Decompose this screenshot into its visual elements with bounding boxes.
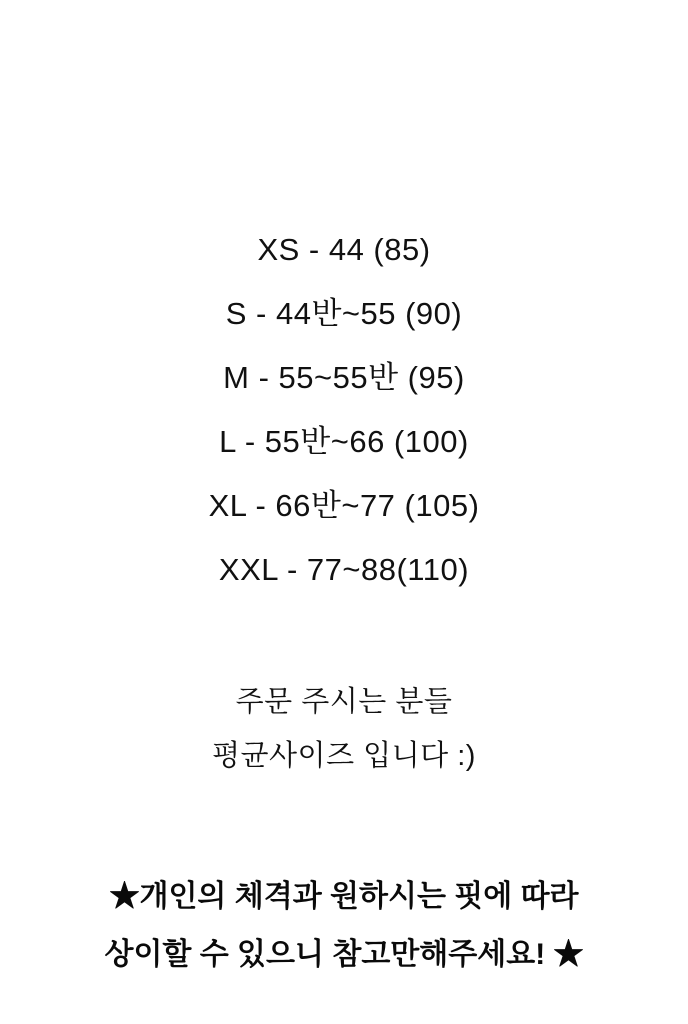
- size-row: XS - 44 (85): [257, 232, 431, 267]
- caution-line: 상이할 수 있으니 참고만해주세요! ★: [104, 938, 584, 971]
- caution-note: [0, 868, 688, 984]
- note-line: 주문 주시는 분들: [235, 686, 453, 718]
- size-row: L - 55반~66 (100): [219, 424, 469, 459]
- size-row: M - 55~55반 (95): [223, 360, 465, 395]
- average-size-note: [0, 675, 688, 783]
- size-row: S - 44반~55 (90): [225, 296, 463, 331]
- size-chart: [0, 218, 688, 602]
- note-line: 평균사이즈 입니다 :): [212, 740, 476, 772]
- size-row: XL - 66반~77 (105): [208, 488, 480, 523]
- caution-line: ★개인의 체격과 원하시는 핏에 따라: [109, 880, 579, 913]
- size-row: XXL - 77~88(110): [218, 552, 470, 587]
